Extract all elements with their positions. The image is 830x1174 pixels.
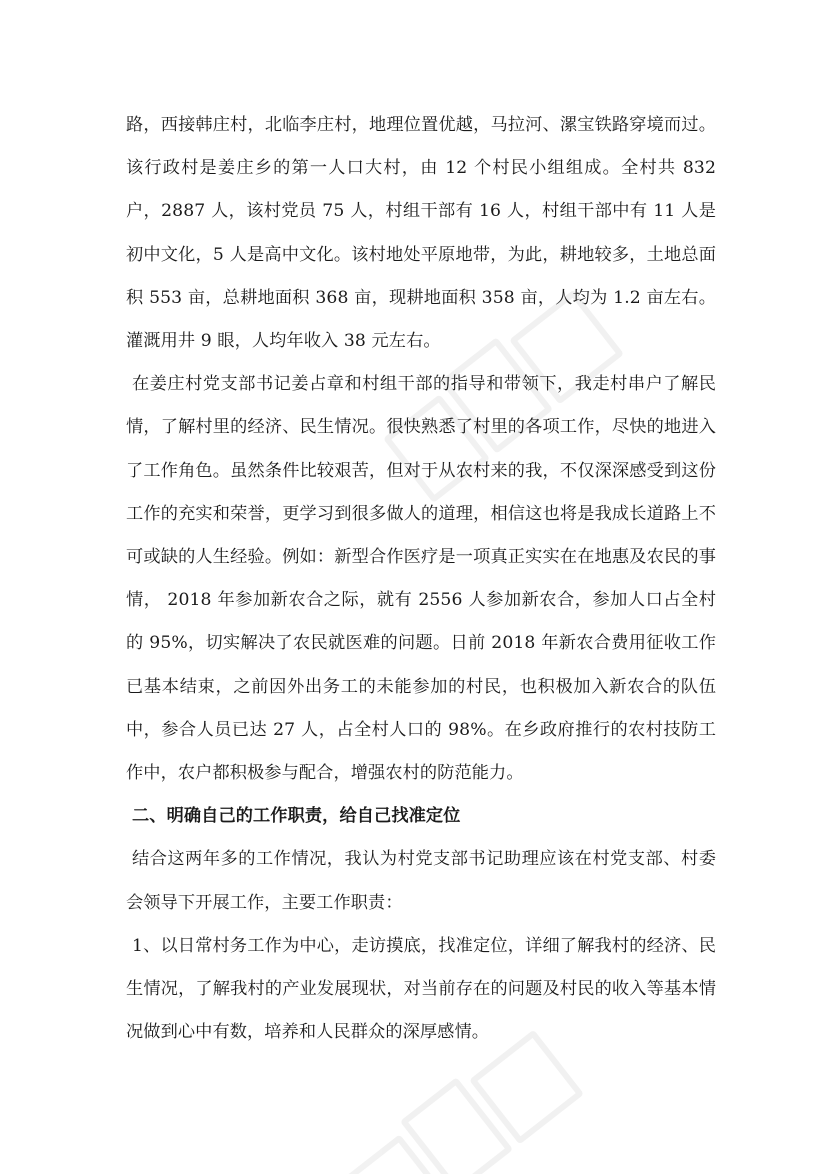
paragraph-village-overview: 路，西接韩庄村，北临李庄村，地理位置优越，马拉河、漯宝铁路穿境而过。该行政村是姜庄乡的第一人口大村，由 12 个村民小组组成。全村共 832 户，2887 人，该村党员 75 人，村组干部有 16 人，村组干部中有 11 人是初中文化，5 人是高中文化。该村地处平原地带，为此，耕地较多，土地总面积 553 亩，总耕地面积 368 亩，现耕地面积 358 亩，人均为 1.2 亩左右。灌溉用井 9 眼，人均年收入 38 元左右。 — [126, 115, 716, 352]
paragraph-duty-item-1: 1、以日常村务工作为中心，走访摸底，找准定位，详细了解我村的经济、民生情况，了解我村的产业发展现状，对当前存在的问题及村民的收入等基本情况做到心中有数，培养和人民群众的深厚感情。 — [126, 935, 716, 1043]
paragraph-work-experience: 在姜庄村党支部书记姜占章和村组干部的指导和带领下，我走村串户了解民情，了解村里的经济、民生情况。很快熟悉了村里的各项工作，尽快的地进入了工作角色。虽然条件比较艰苦，但对于从农村来的我，不仅深深感受到这份工作的充实和荣誉，更学习到很多做人的道理，相信这也将是我成长道路上不可或缺的人生经验。例如：新型合作医疗是一项真正实实在在地惠及农民的事情， 2018 年参加新农合之际，就有 2556 人参加新农合，参加人口占全村的 95%，切实解决了农民就医难的问题。日前 2018 年新农合费用征收工作已基本结束，之前因外出务工的未能参加的村民，也积极加入新农合的队伍中，参合人员已达 27 人，占全村人口的 98%。在乡政府推行的农村技防工作中，农户都积极参与配合，增强农村的防范能力。 — [126, 374, 716, 784]
paragraph-duties-intro: 结合这两年多的工作情况，我认为村党支部书记助理应该在村党支部、村委会领导下开展工作，主要工作职责： — [126, 849, 716, 913]
document-body — [126, 104, 716, 1054]
section-heading-duties: 二、明确自己的工作职责，给自己找准定位 — [132, 806, 461, 827]
